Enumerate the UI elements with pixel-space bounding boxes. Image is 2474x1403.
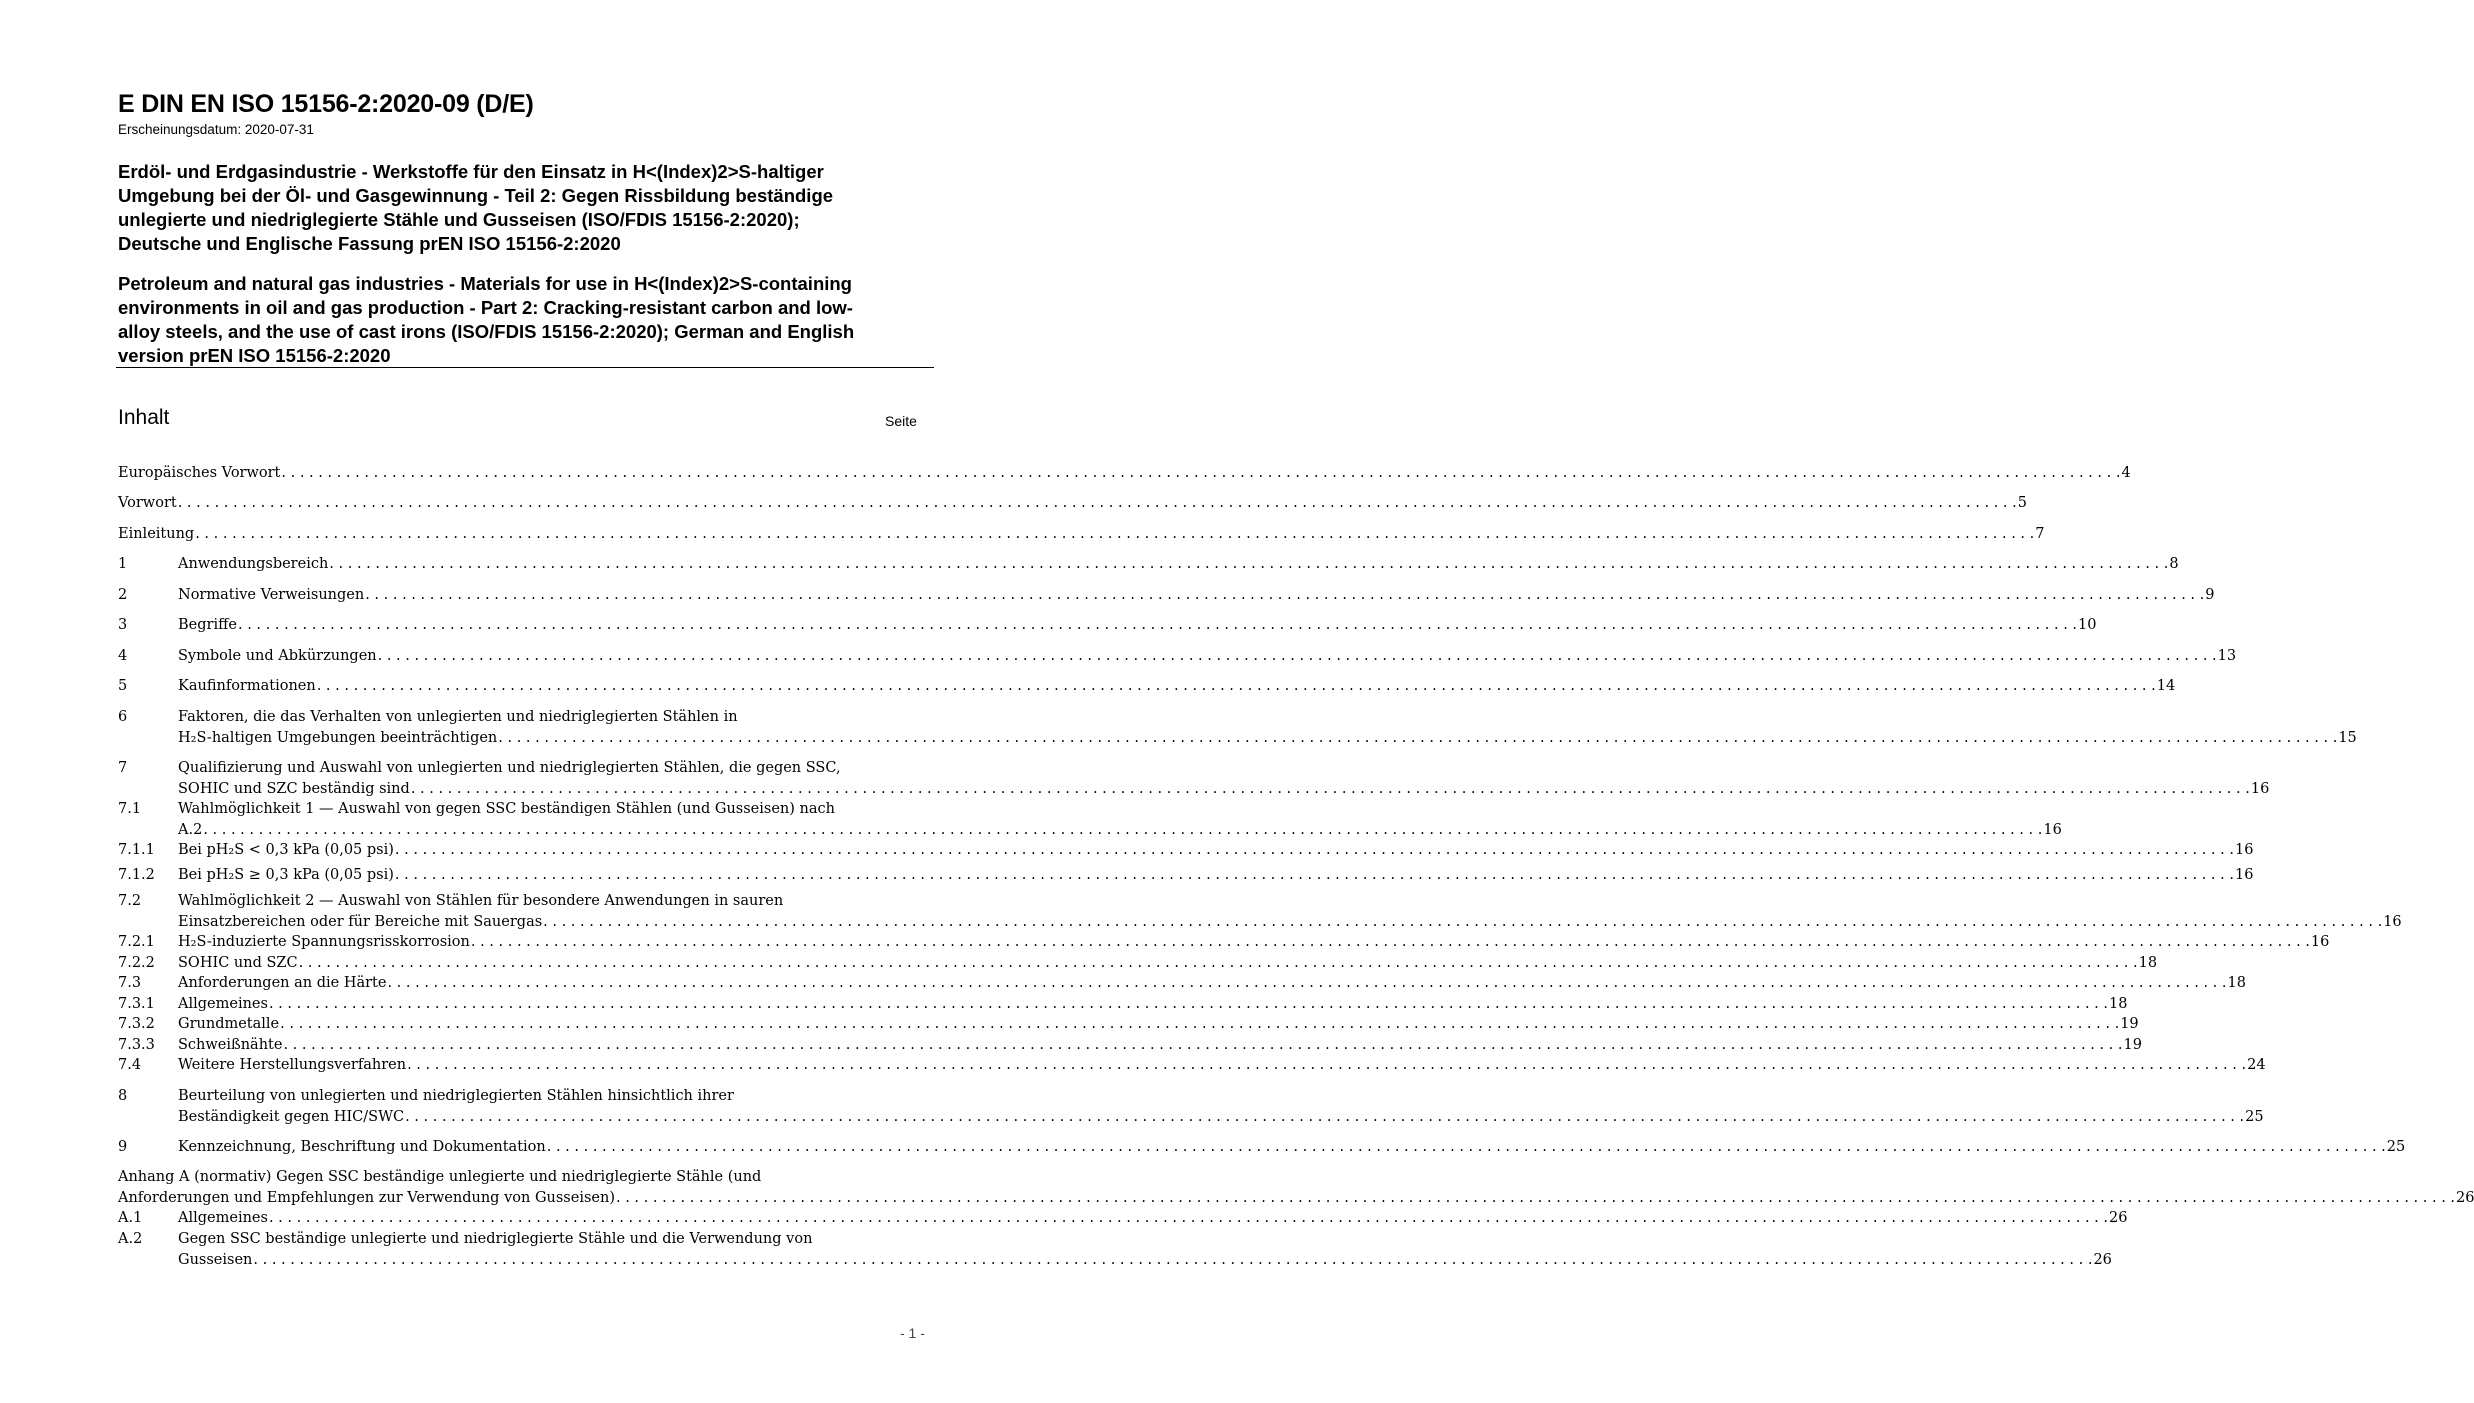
toc-entry-title: Begriffe (178, 617, 237, 633)
toc-entry[interactable] (118, 1208, 2128, 1229)
toc-dot-leader: . . . . . . . . . . . . . . . . . . . . . . . . . . . . . . . . . . . . . . . . . . . . . . . . . . . . . . . . . . . . . . . . . . . . . . . . . . . . . . . . . . . . . . . . . . . . . . . . . . . . . . . . . . . . . . . . . . . . . . . . . . . . . . . . . . . . . . . . . . . . . . . . . . . . . . . . . . . . . . . . . . . . . . . . . . . . . . . . . . . . . . . . . . . . . . . . . . . . . . . . (498, 729, 2338, 746)
toc-entry-title: H₂S-haltigen Umgebungen beeinträchtigen (178, 729, 498, 746)
toc-entry-number: 4 (118, 648, 128, 664)
toc-dot-leader: . . . . . . . . . . . . . . . . . . . . . . . . . . . . . . . . . . . . . . . . . . . . . . . . . . . . . . . . . . . . . . . . . . . . . . . . . . . . . . . . . . . . . . . . . . . . . . . . . . . . . . . . . . . . . . . . . . . . . . . . . . . . . . . . . . . . . . . . . . . . . . . . . . . . . . . . . . . . . . . . . . . . . . . . . . . . . . . . . . . . . . . . . . . . . . . . . . . . . . . . (410, 780, 2250, 797)
toc-entry-title: SOHIC und SZC beständig sind (178, 780, 410, 797)
toc-entry[interactable] (118, 1229, 2112, 1270)
toc-entry-page: 16 (2043, 821, 2062, 838)
toc-entry-page: 16 (2310, 934, 2330, 950)
toc-entry-page: 14 (2156, 678, 2176, 694)
toc-entry-title: Vorwort (118, 495, 177, 511)
document-id: E DIN EN ISO 15156-2:2020-09 (D/E) (118, 90, 534, 118)
toc-entry-number: 2 (118, 587, 128, 603)
toc-dot-leader: . . . . . . . . . . . . . . . . . . . . . . . . . . . . . . . . . . . . . . . . . . . . . . . . . . . . . . . . . . . . . . . . . . . . . . . . . . . . . . . . . . . . . . . . . . . . . . . . . . . . . . . . . . . . . . . . . . . . . . . . . . . . . . . . . . . . . . . . . . . . . . . . . . . . . . . . . . . . . . . . . . . . . . . . . . . . . . . . . . . . . . . . . . . . . . . . . . . . . . . . (329, 556, 2169, 572)
toc-dot-leader: . . . . . . . . . . . . . . . . . . . . . . . . . . . . . . . . . . . . . . . . . . . . . . . . . . . . . . . . . . . . . . . . . . . . . . . . . . . . . . . . . . . . . . . . . . . . . . . . . . . . . . . . . . . . . . . . . . . . . . . . . . . . . . . . . . . . . . . . . . . . . . . . . . . . . . . . . . . . . . . . . . . . . . . . . . . . . . . . . . . . . . . . . . . . . . . . . . . . . . . . (365, 587, 2205, 603)
toc-entry-title: Bei pH₂S < 0,3 kPa (0,05 psi) (178, 842, 394, 858)
toc-dot-leader: . . . . . . . . . . . . . . . . . . . . . . . . . . . . . . . . . . . . . . . . . . . . . . . . . . . . . . . . . . . . . . . . . . . . . . . . . . . . . . . . . . . . . . . . . . . . . . . . . . . . . . . . . . . . . . . . . . . . . . . . . . . . . . . . . . . . . . . . . . . . . . . . . . . . . . . . . . . . . . . . . . . . . . . . . . . . . . . . . . . . . . . . . . . . . . . . . . . . . . . . (470, 934, 2310, 950)
toc-dot-leader: . . . . . . . . . . . . . . . . . . . . . . . . . . . . . . . . . . . . . . . . . . . . . . . . . . . . . . . . . . . . . . . . . . . . . . . . . . . . . . . . . . . . . . . . . . . . . . . . . . . . . . . . . . . . . . . . . . . . . . . . . . . . . . . . . . . . . . . . . . . . . . . . . . . . . . . . . . . . . . . . . . . . . . . . . . . . . . . . . . . . . . . . . . . . . . . . . . . . . . . . (203, 821, 2043, 838)
toc-dot-leader: . . . . . . . . . . . . . . . . . . . . . . . . . . . . . . . . . . . . . . . . . . . . . . . . . . . . . . . . . . . . . . . . . . . . . . . . . . . . . . . . . . . . . . . . . . . . . . . . . . . . . . . . . . . . . . . . . . . . . . . . . . . . . . . . . . . . . . . . . . . . . . . . . . . . . . . . . . . . . . . . . . . . . . . . . . . . . . . . . . . . . . . . . . . . . . . . . . . . . . . . (268, 996, 2108, 1012)
toc-dot-leader: . . . . . . . . . . . . . . . . . . . . . . . . . . . . . . . . . . . . . . . . . . . . . . . . . . . . . . . . . . . . . . . . . . . . . . . . . . . . . . . . . . . . . . . . . . . . . . . . . . . . . . . . . . . . . . . . . . . . . . . . . . . . . . . . . . . . . . . . . . . . . . . . . . . . . . . . . . . . . . . . . . . . . . . . . . . . . . . . . . . . . . . . . . . . . . . . . . . . . . . . (237, 617, 2078, 633)
toc-entry-page: 18 (2109, 996, 2128, 1012)
toc-entry-number: 3 (118, 617, 128, 633)
toc-entry-page: 25 (2245, 1108, 2264, 1125)
toc-entry-page: 26 (2093, 1251, 2112, 1268)
toc-entry-number: 7.3.2 (118, 1016, 155, 1032)
toc-dot-leader: . . . . . . . . . . . . . . . . . . . . . . . . . . . . . . . . . . . . . . . . . . . . . . . . . . . . . . . . . . . . . . . . . . . . . . . . . . . . . . . . . . . . . . . . . . . . . . . . . . . . . . . . . . . . . . . . . . . . . . . . . . . . . . . . . . . . . . . . . . . . . . . . . . . . . . . . . . . . . . . . . . . . . . . . . . . . . . . . . . . . . . . . . . . . . . . . . . . . . . . . (280, 1016, 2120, 1032)
toc-entry-title: Bei pH₂S ≥ 0,3 kPa (0,05 psi) (178, 867, 394, 883)
toc-entry-page: 24 (2247, 1057, 2266, 1073)
toc-entry[interactable] (118, 891, 2402, 932)
toc-entry[interactable] (118, 524, 2045, 545)
title-german-line: Erdöl- und Erdgasindustrie - Werkstoffe für den Einsatz in H<(Index)2>S-haltiger (118, 161, 824, 182)
toc-entry-title: Europäisches Vorwort (118, 465, 281, 481)
toc-entry-title: Allgemeines (178, 996, 268, 1012)
toc-dot-leader: . . . . . . . . . . . . . . . . . . . . . . . . . . . . . . . . . . . . . . . . . . . . . . . . . . . . . . . . . . . . . . . . . . . . . . . . . . . . . . . . . . . . . . . . . . . . . . . . . . . . . . . . . . . . . . . . . . . . . . . . . . . . . . . . . . . . . . . . . . . . . . . . . . . . . . . . . . . . . . . . . . . . . . . . . . . . . . . . . . . . . . . . . . . . . . . . . . . . . . . . (394, 867, 2234, 883)
toc-entry-title: Faktoren, die das Verhalten von unlegierten und niedriglegierten Stählen in (178, 709, 738, 725)
toc-entry-number: 9 (118, 1139, 128, 1155)
toc-entry[interactable] (118, 1167, 2474, 1208)
toc-entry-number: A.2 (118, 1231, 143, 1247)
toc-dot-leader: . . . . . . . . . . . . . . . . . . . . . . . . . . . . . . . . . . . . . . . . . . . . . . . . . . . . . . . . . . . . . . . . . . . . . . . . . . . . . . . . . . . . . . . . . . . . . . . . . . . . . . . . . . . . . . . . . . . . . . . . . . . . . . . . . . . . . . . . . . . . . . . . . . . . . . . . . . . . . . . . . . . . . . . . . . . . . . . . . . . . . . . . . . . . . . . . . . . . . . . . (281, 465, 2121, 481)
toc-entry[interactable] (118, 707, 2357, 748)
toc-dot-leader: . . . . . . . . . . . . . . . . . . . . . . . . . . . . . . . . . . . . . . . . . . . . . . . . . . . . . . . . . . . . . . . . . . . . . . . . . . . . . . . . . . . . . . . . . . . . . . . . . . . . . . . . . . . . . . . . . . . . . . . . . . . . . . . . . . . . . . . . . . . . . . . . . . . . . . . . . . . . . . . . . . . . . . . . . . . . . . . . . . . . . . . . . . . . . . . . . . . . . . . . (394, 842, 2234, 858)
toc-entry-title: Beständigkeit gegen HIC/SWC (178, 1108, 405, 1125)
toc-entry-title: Gusseisen (178, 1251, 253, 1268)
toc-entry-title: Allgemeines (178, 1210, 268, 1226)
toc-entry-title: Wahlmöglichkeit 1 — Auswahl von gegen SSC beständigen Stählen (und Gusseisen) nach (178, 801, 835, 817)
toc-entry[interactable] (118, 840, 2254, 861)
toc-entry-title: Einsatzbereichen oder für Bereiche mit Sauergas (178, 913, 543, 930)
toc-entry[interactable] (118, 676, 2176, 697)
toc-entry-number: 6 (118, 709, 128, 725)
title-german-line: unlegierte und niedriglegierte Stähle und Gusseisen (ISO/FDIS 15156-2:2020); (118, 209, 800, 230)
toc-entry-page: 7 (2035, 526, 2045, 542)
toc-entry[interactable] (118, 1086, 2264, 1127)
toc-entry-page: 8 (2169, 556, 2179, 572)
toc-entry-page: 10 (2078, 617, 2097, 633)
toc-entry-number: 7.3.3 (118, 1037, 155, 1053)
toc-entry-number: 7.3 (118, 975, 142, 991)
toc-entry-page: 19 (2120, 1016, 2139, 1032)
toc-dot-leader: . . . . . . . . . . . . . . . . . . . . . . . . . . . . . . . . . . . . . . . . . . . . . . . . . . . . . . . . . . . . . . . . . . . . . . . . . . . . . . . . . . . . . . . . . . . . . . . . . . . . . . . . . . . . . . . . . . . . . . . . . . . . . . . . . . . . . . . . . . . . . . . . . . . . . . . . . . . . . . . . . . . . . . . . . . . . . . . . . . . . . . . . . . . . . . . . . . . . . . . . (298, 955, 2138, 971)
toc-entry-page: 19 (2123, 1037, 2142, 1053)
toc-entry-title: Anhang A (normativ) Gegen SSC beständige unlegierte und niedriglegierte Stähle (und (118, 1169, 762, 1185)
toc-entry[interactable] (118, 554, 2179, 575)
toc-entry-page: 15 (2338, 729, 2357, 746)
toc-entry[interactable] (118, 865, 2254, 886)
toc-entry-page: 25 (2386, 1139, 2406, 1155)
toc-entry-page: 16 (2234, 867, 2254, 883)
title-english (118, 272, 938, 368)
title-german-line: Deutsche und Englische Fassung prEN ISO 15156-2:2020 (118, 233, 621, 254)
toc-entry[interactable] (118, 463, 2131, 484)
title-english-line: alloy steels, and the use of cast irons (ISO/FDIS 15156-2:2020); German and English (118, 321, 855, 342)
toc-entry[interactable] (118, 1137, 2406, 1158)
toc-entry-page: 9 (2205, 587, 2215, 603)
toc-entry[interactable] (118, 973, 2246, 994)
toc-dot-leader: . . . . . . . . . . . . . . . . . . . . . . . . . . . . . . . . . . . . . . . . . . . . . . . . . . . . . . . . . . . . . . . . . . . . . . . . . . . . . . . . . . . . . . . . . . . . . . . . . . . . . . . . . . . . . . . . . . . . . . . . . . . . . . . . . . . . . . . . . . . . . . . . . . . . . . . . . . . . . . . . . . . . . . . . . . . . . . . . . . . . . . . . . . . . . . . . . . . . . . . . (387, 975, 2227, 991)
header-divider (116, 367, 934, 368)
toc-entry[interactable] (118, 994, 2128, 1015)
toc-entry-title: Anforderungen an die Härte (178, 975, 387, 991)
publication-date: Erscheinungsdatum: 2020-07-31 (118, 122, 314, 137)
toc-entry[interactable] (118, 1014, 2139, 1035)
toc-dot-leader: . . . . . . . . . . . . . . . . . . . . . . . . . . . . . . . . . . . . . . . . . . . . . . . . . . . . . . . . . . . . . . . . . . . . . . . . . . . . . . . . . . . . . . . . . . . . . . . . . . . . . . . . . . . . . . . . . . . . . . . . . . . . . . . . . . . . . . . . . . . . . . . . . . . . . . . . . . . . . . . . . . . . . . . . . . . . . . . . . . . . . . . . . . . . . . . . . . . . . . . . (268, 1210, 2108, 1226)
toc-entry-title: SOHIC und SZC (178, 955, 298, 971)
toc-entry-title: Weitere Herstellungsverfahren (178, 1057, 407, 1073)
toc-entry[interactable] (118, 953, 2158, 974)
toc-entry-page: 26 (2109, 1210, 2128, 1226)
toc-entry-number: 1 (118, 556, 128, 572)
toc-entry[interactable] (118, 615, 2097, 636)
toc-dot-leader: . . . . . . . . . . . . . . . . . . . . . . . . . . . . . . . . . . . . . . . . . . . . . . . . . . . . . . . . . . . . . . . . . . . . . . . . . . . . . . . . . . . . . . . . . . . . . . . . . . . . . . . . . . . . . . . . . . . . . . . . . . . . . . . . . . . . . . . . . . . . . . . . . . . . . . . . . . . . . . . . . . . . . . . . . . . . . . . . . . . . . . . . . . . . . . . . . . . . . . . . (316, 678, 2156, 694)
toc-heading: Inhalt (118, 406, 170, 429)
toc-entry[interactable] (118, 493, 2027, 514)
toc-entry-number: 5 (118, 678, 128, 694)
toc-dot-leader: . . . . . . . . . . . . . . . . . . . . . . . . . . . . . . . . . . . . . . . . . . . . . . . . . . . . . . . . . . . . . . . . . . . . . . . . . . . . . . . . . . . . . . . . . . . . . . . . . . . . . . . . . . . . . . . . . . . . . . . . . . . . . . . . . . . . . . . . . . . . . . . . . . . . . . . . . . . . . . . . . . . . . . . . . . . . . . . . . . . . . . . . . . . . . . . . . . . . . . . . (177, 495, 2017, 511)
toc-entry-page: 13 (2217, 648, 2237, 664)
title-german-line: Umgebung bei der Öl- und Gasgewinnung - Teil 2: Gegen Rissbildung beständige (118, 185, 834, 206)
toc-entry-number: 7.1.1 (118, 842, 155, 858)
toc-entry-title: Symbole und Abkürzungen (178, 648, 377, 664)
toc-entry-page: 26 (2456, 1189, 2474, 1206)
toc-dot-leader: . . . . . . . . . . . . . . . . . . . . . . . . . . . . . . . . . . . . . . . . . . . . . . . . . . . . . . . . . . . . . . . . . . . . . . . . . . . . . . . . . . . . . . . . . . . . . . . . . . . . . . . . . . . . . . . . . . . . . . . . . . . . . . . . . . . . . . . . . . . . . . . . . . . . . . . . . . . . . . . . . . . . . . . . . . . . . . . . . . . . . . . . . . . . . . . . . . . . . . . . (377, 648, 2217, 664)
toc-entry-number: 7.3.1 (118, 996, 155, 1012)
toc-entry-title: Gegen SSC beständige unlegierte und niedriglegierte Stähle und die Verwendung von (178, 1231, 813, 1247)
toc-entry-title: Kaufinformationen (178, 678, 316, 694)
toc-entry-number: A.1 (118, 1210, 143, 1226)
toc-entry[interactable] (118, 799, 2062, 840)
toc-entry-title: Normative Verweisungen (178, 587, 365, 603)
toc-entry[interactable] (118, 1035, 2142, 1056)
toc-entry-title: H₂S-induzierte Spannungsrisskorrosion (178, 934, 470, 950)
toc-dot-leader: . . . . . . . . . . . . . . . . . . . . . . . . . . . . . . . . . . . . . . . . . . . . . . . . . . . . . . . . . . . . . . . . . . . . . . . . . . . . . . . . . . . . . . . . . . . . . . . . . . . . . . . . . . . . . . . . . . . . . . . . . . . . . . . . . . . . . . . . . . . . . . . . . . . . . . . . . . . . . . . . . . . . . . . . . . . . . . . . . . . . . . . . . . . . . . . . . . . . . . . . (253, 1251, 2093, 1268)
toc-entry-number: 7.4 (118, 1057, 142, 1073)
toc-entry-page: 5 (2017, 495, 2027, 511)
toc-dot-leader: . . . . . . . . . . . . . . . . . . . . . . . . . . . . . . . . . . . . . . . . . . . . . . . . . . . . . . . . . . . . . . . . . . . . . . . . . . . . . . . . . . . . . . . . . . . . . . . . . . . . . . . . . . . . . . . . . . . . . . . . . . . . . . . . . . . . . . . . . . . . . . . . . . . . . . . . . . . . . . . . . . . . . . . . . . . . . . . . . . . . . . . . . . . . . . . . . . . . . . . . (283, 1037, 2123, 1053)
toc-dot-leader: . . . . . . . . . . . . . . . . . . . . . . . . . . . . . . . . . . . . . . . . . . . . . . . . . . . . . . . . . . . . . . . . . . . . . . . . . . . . . . . . . . . . . . . . . . . . . . . . . . . . . . . . . . . . . . . . . . . . . . . . . . . . . . . . . . . . . . . . . . . . . . . . . . . . . . . . . . . . . . . . . . . . . . . . . . . . . . . . . . . . . . . . . . . . . . . . . . . . . . . . (195, 526, 2035, 542)
title-english-line: Petroleum and natural gas industries - Materials for use in H<(Index)2>S-containing (118, 273, 852, 294)
toc-dot-leader: . . . . . . . . . . . . . . . . . . . . . . . . . . . . . . . . . . . . . . . . . . . . . . . . . . . . . . . . . . . . . . . . . . . . . . . . . . . . . . . . . . . . . . . . . . . . . . . . . . . . . . . . . . . . . . . . . . . . . . . . . . . . . . . . . . . . . . . . . . . . . . . . . . . . . . . . . . . . . . . . . . . . . . . . . . . . . . . . . . . . . . . . . . . . . . . . . . . . . . . . (405, 1108, 2245, 1125)
title-german (118, 160, 938, 256)
toc-entry[interactable] (118, 646, 2237, 667)
toc-entry-title: A.2 (178, 821, 203, 838)
toc-entry-title: Beurteilung von unlegierten und niedriglegierten Stählen hinsichtlich ihrer (178, 1088, 734, 1104)
toc-dot-leader: . . . . . . . . . . . . . . . . . . . . . . . . . . . . . . . . . . . . . . . . . . . . . . . . . . . . . . . . . . . . . . . . . . . . . . . . . . . . . . . . . . . . . . . . . . . . . . . . . . . . . . . . . . . . . . . . . . . . . . . . . . . . . . . . . . . . . . . . . . . . . . . . . . . . . . . . . . . . . . . . . . . . . . . . . . . . . . . . . . . . . . . . . . . . . . . . . . . . . . . . (615, 1189, 2456, 1206)
title-english-line: version prEN ISO 15156-2:2020 (118, 345, 391, 366)
toc-entry-title: Wahlmöglichkeit 2 — Auswahl von Stählen für besondere Anwendungen in sauren (178, 893, 784, 909)
toc-entry[interactable] (118, 758, 2270, 799)
toc-entry-page: 16 (2234, 842, 2254, 858)
toc-dot-leader: . . . . . . . . . . . . . . . . . . . . . . . . . . . . . . . . . . . . . . . . . . . . . . . . . . . . . . . . . . . . . . . . . . . . . . . . . . . . . . . . . . . . . . . . . . . . . . . . . . . . . . . . . . . . . . . . . . . . . . . . . . . . . . . . . . . . . . . . . . . . . . . . . . . . . . . . . . . . . . . . . . . . . . . . . . . . . . . . . . . . . . . . . . . . . . . . . . . . . . . . (543, 913, 2383, 930)
toc-entry-number: 7.1 (118, 801, 142, 817)
toc-entry-number: 7.2.1 (118, 934, 155, 950)
toc-entry-number: 8 (118, 1088, 128, 1104)
toc-dot-leader: . . . . . . . . . . . . . . . . . . . . . . . . . . . . . . . . . . . . . . . . . . . . . . . . . . . . . . . . . . . . . . . . . . . . . . . . . . . . . . . . . . . . . . . . . . . . . . . . . . . . . . . . . . . . . . . . . . . . . . . . . . . . . . . . . . . . . . . . . . . . . . . . . . . . . . . . . . . . . . . . . . . . . . . . . . . . . . . . . . . . . . . . . . . . . . . . . . . . . . . . (546, 1139, 2386, 1155)
toc-entry-page: 18 (2138, 955, 2158, 971)
toc-entry[interactable] (118, 1055, 2266, 1076)
toc-entry-number: 7.1.2 (118, 867, 155, 883)
title-english-line: environments in oil and gas production - Part 2: Cracking-resistant carbon and low- (118, 297, 853, 318)
toc-entry-number: 7.2 (118, 893, 142, 909)
toc-entry-title: Anforderungen und Empfehlungen zur Verwendung von Gusseisen) (118, 1189, 615, 1206)
toc-entry-title: Schweißnähte (178, 1037, 283, 1053)
toc-entry-page: 16 (2250, 780, 2270, 797)
toc-entry-title: Kennzeichnung, Beschriftung und Dokumentation (178, 1139, 546, 1155)
toc-entry-page: 4 (2121, 465, 2131, 481)
toc-entry-title: Qualifizierung und Auswahl von unlegierten und niedriglegierten Stählen, die gegen SSC, (178, 760, 841, 776)
toc-entry-title: Grundmetalle (178, 1016, 280, 1032)
toc-dot-leader: . . . . . . . . . . . . . . . . . . . . . . . . . . . . . . . . . . . . . . . . . . . . . . . . . . . . . . . . . . . . . . . . . . . . . . . . . . . . . . . . . . . . . . . . . . . . . . . . . . . . . . . . . . . . . . . . . . . . . . . . . . . . . . . . . . . . . . . . . . . . . . . . . . . . . . . . . . . . . . . . . . . . . . . . . . . . . . . . . . . . . . . . . . . . . . . . . . . . . . . . (407, 1057, 2247, 1073)
toc-entry-number: 7 (118, 760, 128, 776)
toc-page-label: Seite (885, 413, 917, 429)
toc-entry[interactable] (118, 585, 2215, 606)
toc-entry-title: Anwendungsbereich (178, 556, 329, 572)
toc-entry[interactable] (118, 932, 2330, 953)
toc-entry-page: 18 (2227, 975, 2246, 991)
page-number: - 1 - (900, 1325, 925, 1341)
toc-entry-title: Einleitung (118, 526, 195, 542)
toc-entry-number: 7.2.2 (118, 955, 155, 971)
toc-entry-page: 16 (2383, 913, 2402, 930)
